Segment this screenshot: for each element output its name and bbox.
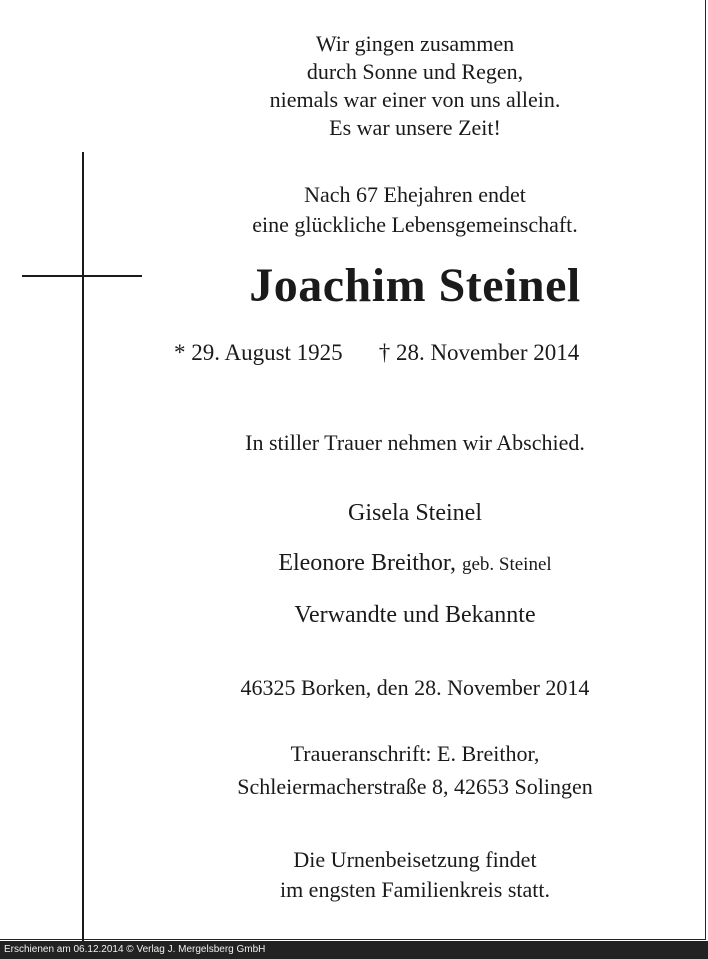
poem-line: Es war unsere Zeit! — [329, 115, 501, 140]
mourner-eleonore — [110, 550, 708, 577]
birth-date: * 29. August 1925 — [174, 340, 343, 365]
poem-line: niemals war einer von uns allein. — [269, 87, 561, 112]
address-line: Traueranschrift: E. Breithor, — [290, 741, 540, 766]
burial-line: im engsten Familienkreis statt. — [279, 877, 551, 902]
poem-line: durch Sonne und Regen, — [306, 59, 524, 84]
address-line: Schleiermacherstraße 8, 42653 Solingen — [237, 774, 593, 799]
intro-line: eine glückliche Lebensgemeinschaft. — [252, 212, 578, 237]
life-dates — [174, 340, 674, 366]
farewell-text: In stiller Trauer nehmen wir Abschied. — [245, 430, 585, 455]
poem — [120, 30, 708, 142]
cross-bar — [22, 275, 142, 277]
deceased-name: Joachim Steinel — [249, 259, 581, 312]
mourner-name: Verwandte und Bekannte — [294, 602, 536, 628]
publication-footer: Erschienen am 06.12.2014 © Verlag J. Mergelsberg GmbH — [0, 941, 708, 959]
burial-line: Die Urnenbeisetzung findet — [293, 847, 537, 872]
cross-icon — [82, 152, 84, 954]
mourning-address — [110, 737, 708, 803]
intro-text — [120, 180, 708, 240]
mourner-name: Gisela Steinel — [348, 500, 482, 526]
mourner-maiden-name: geb. Steinel — [461, 554, 552, 575]
mourner-gisela — [110, 500, 708, 527]
mourner-name: Eleonore Breithor, — [278, 550, 456, 576]
place-date: 46325 Borken, den 28. November 2014 — [240, 675, 590, 700]
death-date: † 28. November 2014 — [378, 340, 580, 365]
burial-note — [110, 845, 708, 905]
intro-line: Nach 67 Ehejahren endet — [304, 182, 526, 207]
mourner-relatives — [110, 602, 708, 629]
poem-line: Wir gingen zusammen — [315, 31, 515, 56]
